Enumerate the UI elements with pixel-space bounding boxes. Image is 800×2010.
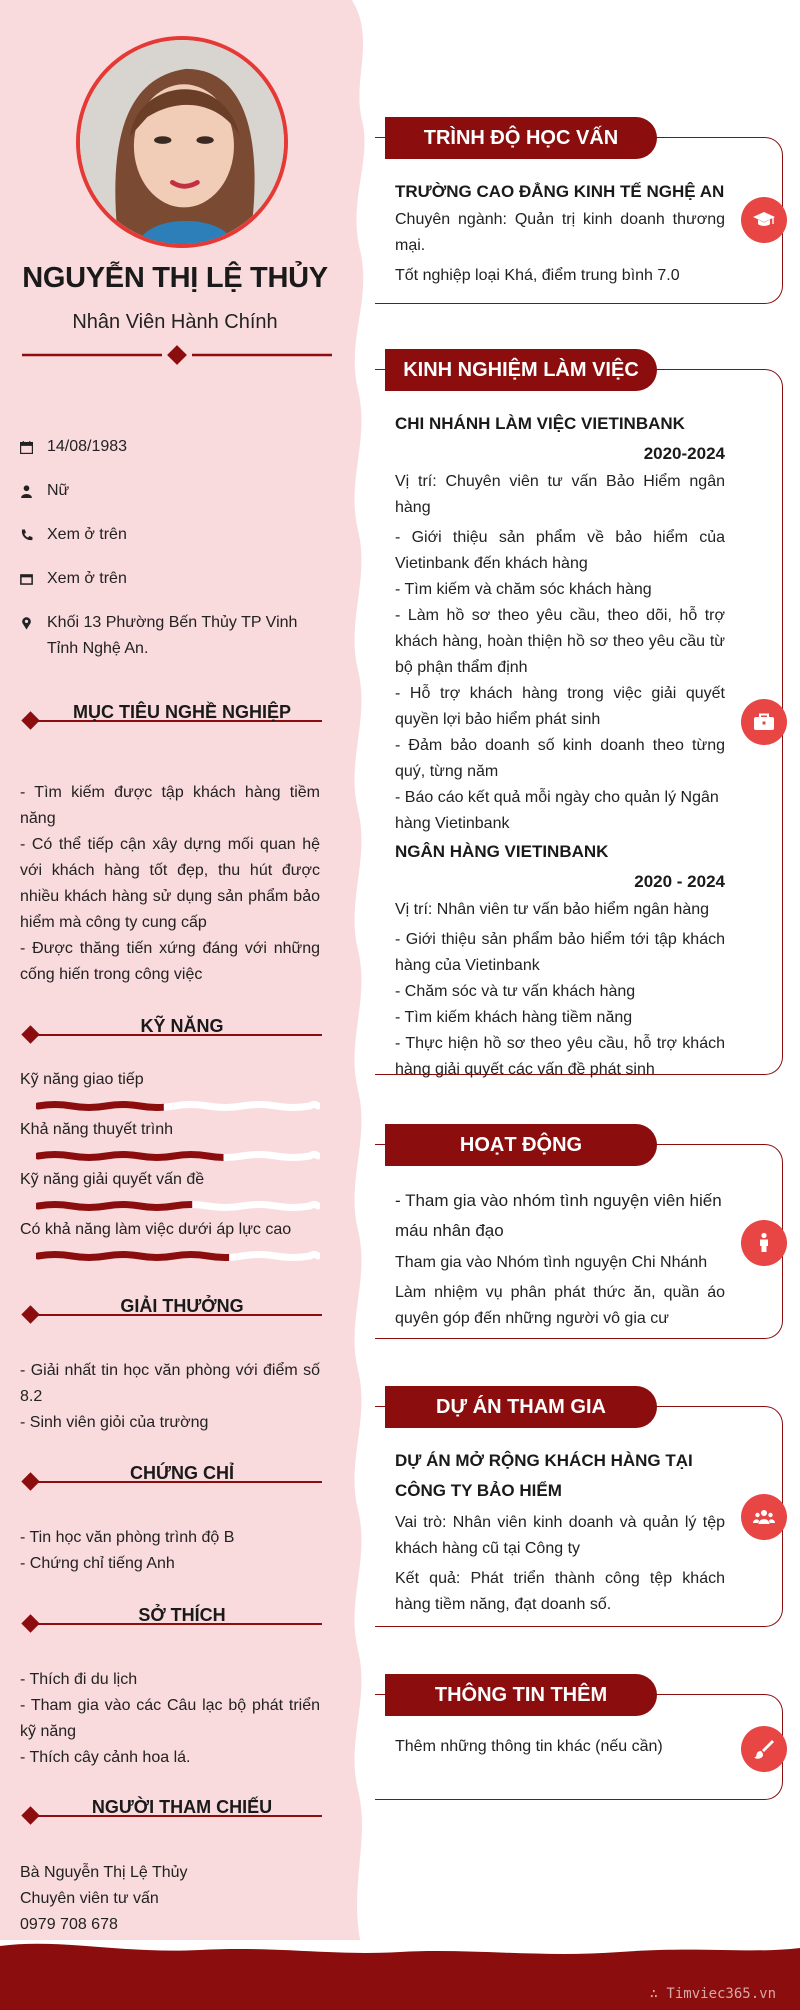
reference-line: 0979 708 678 (20, 1916, 118, 1933)
candidate-title: Nhân Viên Hành Chính (72, 311, 278, 333)
education-heading: TRÌNH ĐỘ HỌC VẤN (385, 117, 657, 159)
awards-heading (22, 1296, 322, 1324)
skill-name: Có khả năng làm việc dưới áp lực cao (20, 1221, 292, 1238)
contact-item-phone (20, 522, 320, 548)
projects-content (395, 1446, 725, 1618)
awards-text (20, 1358, 320, 1436)
hobby-line: - Tham gia vào các Câu lạc bộ phát triển kỹ năng (20, 1697, 320, 1740)
person-standing-icon (741, 1220, 787, 1266)
reference-line: Bà Nguyễn Thị Lệ Thủy (20, 1864, 188, 1881)
group-icon (741, 1494, 787, 1540)
projects-heading: DỰ ÁN THAM GIA (385, 1386, 657, 1428)
experience-section (375, 358, 783, 1078)
watermark: ∴ Timviec365.vn (649, 1986, 776, 2002)
skill-name: Kỹ năng giao tiếp (20, 1071, 144, 1088)
contact-item-email (20, 566, 320, 592)
brush-icon (741, 1726, 787, 1772)
skills-heading-text: KỸ NĂNG (140, 1016, 224, 1036)
title-divider (22, 344, 332, 366)
awards-heading-text: GIẢI THƯỞNG (120, 1296, 244, 1316)
job-line: - Tìm kiếm và chăm sóc khách hàng (395, 581, 652, 598)
objective-heading-text: MỤC TIÊU NGHỀ NGHIỆP (72, 702, 291, 722)
phone-icon (20, 522, 47, 548)
candidate-name: NGUYỄN THỊ LỆ THỦY (22, 262, 328, 294)
job-period: 2020-2024 (643, 444, 725, 463)
job-line: - Thực hiện hồ sơ theo yêu cầu, hỗ trợ khách hàng giải quyết các vấn đề phát sinh (395, 1035, 725, 1078)
person-icon (20, 478, 47, 504)
reference-line: Chuyên viên tư vấn (20, 1890, 159, 1907)
major-text: Chuyên ngành: Quản trị kinh doanh thương mại. (395, 211, 725, 254)
job-line: - Báo cáo kết quả mỗi ngày cho quản lý Ngân hàng Vietinbank (395, 789, 719, 832)
watermark-text: Timviec365.vn (666, 1986, 776, 2002)
project-result: Kết quả: Phát triển thành công tệp khách hàng tiềm năng, đạt doanh số. (395, 1570, 725, 1613)
activity-line: Tham gia vào Nhóm tình nguyện Chi Nhánh (395, 1254, 708, 1271)
contact-item-gender (20, 478, 320, 504)
references-text (20, 1860, 320, 1938)
experience-content (395, 409, 725, 1083)
company-name: NGÂN HÀNG VIETINBANK (395, 842, 609, 861)
company-name: CHI NHÁNH LÀM VIỆC VIETINBANK (395, 414, 685, 433)
activities-heading: HOẠT ĐỘNG (385, 1124, 657, 1166)
objective-heading (22, 702, 322, 730)
email-icon (20, 566, 47, 592)
skill-bar (36, 1148, 320, 1164)
project-name: DỰ ÁN MỞ RỘNG KHÁCH HÀNG TẠI CÔNG TY BẢO HIỂM (395, 1451, 693, 1500)
job-period: 2020 - 2024 (634, 872, 725, 891)
sidebar (0, 0, 340, 1940)
location-icon (20, 610, 47, 636)
contact-list (20, 434, 320, 680)
school-name: TRƯỜNG CAO ĐẲNG KINH TẾ NGHỆ AN (395, 182, 725, 201)
activities-section (375, 1133, 783, 1339)
phone-text: Xem ở trên (47, 526, 127, 543)
certificates-text (20, 1525, 320, 1577)
job-line: - Giới thiệu sản phẩm về bảo hiểm của Vietinbank đến khách hàng (395, 529, 725, 572)
hobbies-heading-text: SỞ THÍCH (138, 1605, 226, 1625)
skill-bar (36, 1248, 320, 1264)
job-line: - Hỗ trợ khách hàng trong việc giải quyết quyền lợi bảo hiểm phát sinh (395, 685, 725, 728)
address-text: Khối 13 Phường Bến Thủy TP Vinh Tỉnh Nghệ An. (47, 614, 298, 657)
hobby-line: - Thích cây cảnh hoa lá. (20, 1749, 191, 1766)
extra-heading: THÔNG TIN THÊM (385, 1674, 657, 1716)
certificate-line: - Chứng chỉ tiếng Anh (20, 1555, 175, 1572)
projects-section (375, 1395, 783, 1627)
award-line: - Sinh viên giỏi của trường (20, 1414, 209, 1431)
skill-bar (36, 1198, 320, 1214)
job-position: Vị trí: Nhân viên tư vấn bảo hiểm ngân hàng (395, 901, 710, 918)
experience-heading: KINH NGHIỆM LÀM VIỆC (385, 349, 657, 391)
activities-content (395, 1186, 725, 1332)
job-line: - Làm hồ sơ theo yêu cầu, theo dõi, hỗ trợ khách hàng, hoàn thiện hồ sơ theo yêu cầu từ bộ phận thẩm định (395, 607, 725, 676)
award-line: - Giải nhất tin học văn phòng với điểm số 8.2 (20, 1362, 320, 1405)
briefcase-icon (741, 699, 787, 745)
job-position: Vị trí: Chuyên viên tư vấn Bảo Hiểm ngân hàng (395, 473, 725, 516)
hobby-line: - Thích đi du lịch (20, 1671, 138, 1688)
project-role: Vai trò: Nhân viên kinh doanh và quản lý tệp khách hàng cũ tại Công ty (395, 1514, 725, 1557)
skills-heading (22, 1016, 322, 1044)
activity-title: - Tham gia vào nhóm tình nguyện viên hiến máu nhân đạo (395, 1191, 722, 1240)
references-heading (22, 1797, 322, 1825)
result-text: Tốt nghiệp loại Khá, điểm trung bình 7.0 (395, 267, 680, 284)
extra-section (375, 1683, 783, 1800)
objective-line: - Tìm kiếm được tập khách hàng tiềm năng (20, 784, 320, 827)
objective-line: - Có thể tiếp cận xây dựng mối quan hệ với khách hàng tốt đẹp, thu hút được nhiều khách hàng sử dụng sản phẩm bảo hiểm mà công ty cung cấp (20, 836, 320, 931)
activity-line: Làm nhiệm vụ phân phát thức ăn, quần áo quyên góp đến những người vô gia cư (395, 1284, 725, 1327)
email-text: Xem ở trên (47, 570, 127, 587)
graduation-cap-icon (741, 197, 787, 243)
skill-name: Kỹ năng giải quyết vấn đề (20, 1171, 205, 1188)
job-line: - Chăm sóc và tư vấn khách hàng (395, 983, 636, 1000)
education-section (375, 126, 783, 304)
skill-bar (36, 1098, 320, 1114)
hobbies-text (20, 1667, 320, 1771)
objective-text (20, 780, 320, 988)
education-content (395, 177, 725, 289)
references-heading-text: NGƯỜI THAM CHIẾU (91, 1797, 273, 1817)
contact-item-birthdate (20, 434, 320, 460)
certificates-heading-text: CHỨNG CHỈ (130, 1463, 234, 1483)
extra-text: Thêm những thông tin khác (nếu cần) (395, 1738, 663, 1755)
objective-line: - Được thăng tiến xứng đáng với những cống hiến trong công việc (20, 940, 320, 983)
skill-name: Khả năng thuyết trình (20, 1121, 173, 1138)
contact-item-address (20, 610, 320, 662)
extra-content (395, 1734, 725, 1760)
hobbies-heading (22, 1605, 322, 1633)
job-line: - Đảm bảo doanh số kinh doanh theo từng quý, từng năm (395, 737, 725, 780)
calendar-icon (20, 434, 47, 460)
certificates-heading (22, 1463, 322, 1491)
birthdate-text: 14/08/1983 (47, 438, 128, 455)
certificate-line: - Tin học văn phòng trình độ B (20, 1529, 235, 1546)
job-line: - Giới thiệu sản phẩm bảo hiểm tới tập khách hàng của Vietinbank (395, 931, 725, 974)
gender-text: Nữ (47, 482, 70, 499)
portrait-image (80, 40, 284, 244)
job-line: - Tìm kiếm khách hàng tiềm năng (395, 1009, 633, 1026)
avatar (76, 36, 288, 248)
